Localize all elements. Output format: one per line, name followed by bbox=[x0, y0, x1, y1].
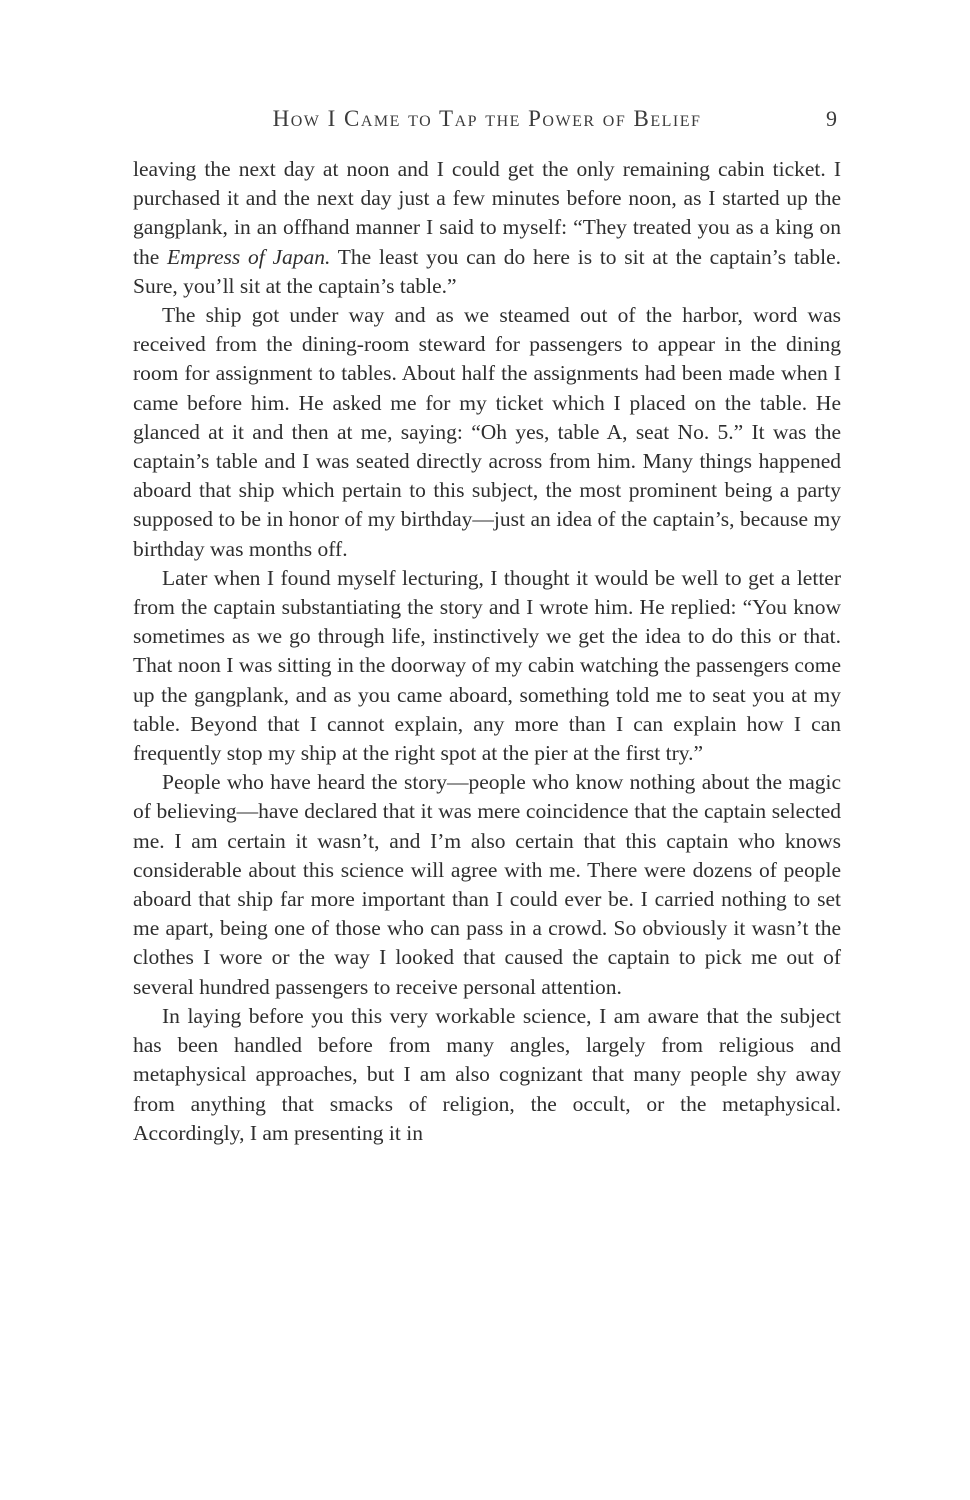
paragraph bbox=[133, 1002, 841, 1148]
text-block bbox=[133, 104, 841, 1148]
text-segment: People who have heard the story—people who know nothing about the magic of believing—have declared that it was mere coincidence that the captain selected me. I am certain it wasn’t, and I’m also certain that this captain who knows considerable about this science will agree with me. There were dozens of people aboard that ship far more important than I could ever be. I carried nothing to set me apart, being one of those who can pass in a crowd. So obviously it wasn’t the clothes I wore or the way I looked that caused the captain to pick me out of several hundred passengers to receive personal attention. bbox=[133, 770, 841, 999]
text-segment: The ship got under way and as we steamed out of the harbor, word was received from the dining-room steward for passengers to appear in the dining room for assignment to tables. About half the assignments had been made when I came before him. He asked me for my ticket which I placed on the table. He glanced at it and then at me, saying: “Oh yes, table A, seat No. 5.” It was the captain’s table and I was seated directly across from him. Many things happened aboard that ship which pertain to this subject, the most prominent being a party supposed to be in honor of my birthday—just an idea of the captain’s, because my birthday was months off. bbox=[133, 303, 841, 561]
running-header bbox=[133, 104, 841, 134]
paragraph bbox=[133, 155, 841, 301]
text-segment: Later when I found myself lecturing, I thought it would be well to get a letter from the captain substantiating the story and I wrote him. He replied: “You know sometimes as we go through life, instinctively we get the idea to do this or that. That noon I was sitting in the doorway of my cabin watching the passengers come up the gangplank, and as you came aboard, something told me to seat you at my table. Beyond that I cannot explain, any more than I can explain how I can frequently stop my ship at the right spot at the pier at the first try.” bbox=[133, 565, 841, 766]
text-segment: The least you can do here is to sit at the captain’s table. Sure, you’ll sit at the captain’s table.” bbox=[133, 244, 841, 298]
text-segment: In laying before you this very workable science, I am aware that the subject has been handled before from many angles, largely from religious and metaphysical approaches, but I am also cognizant that many people shy away from anything that smacks of religion, the occult, or the metaphysical. Accordingly, I am presenting it in bbox=[133, 1003, 841, 1145]
text-segment-italic: Empress of Japan. bbox=[167, 244, 331, 269]
paragraph bbox=[133, 301, 841, 564]
chapter-title: How I Came to Tap the Power of Belief bbox=[272, 106, 702, 131]
paragraph bbox=[133, 768, 841, 1002]
text-segment: leaving the next day at noon and I could get the only remaining cabin ticket. I purchased it and the next day just a few minutes before noon, as I started up the gangplank, in an offhand manner I said to myself: “They treated you as a king on the bbox=[133, 157, 841, 269]
body-text bbox=[133, 155, 841, 1148]
page-number: 9 bbox=[826, 106, 837, 131]
paragraph bbox=[133, 564, 841, 768]
